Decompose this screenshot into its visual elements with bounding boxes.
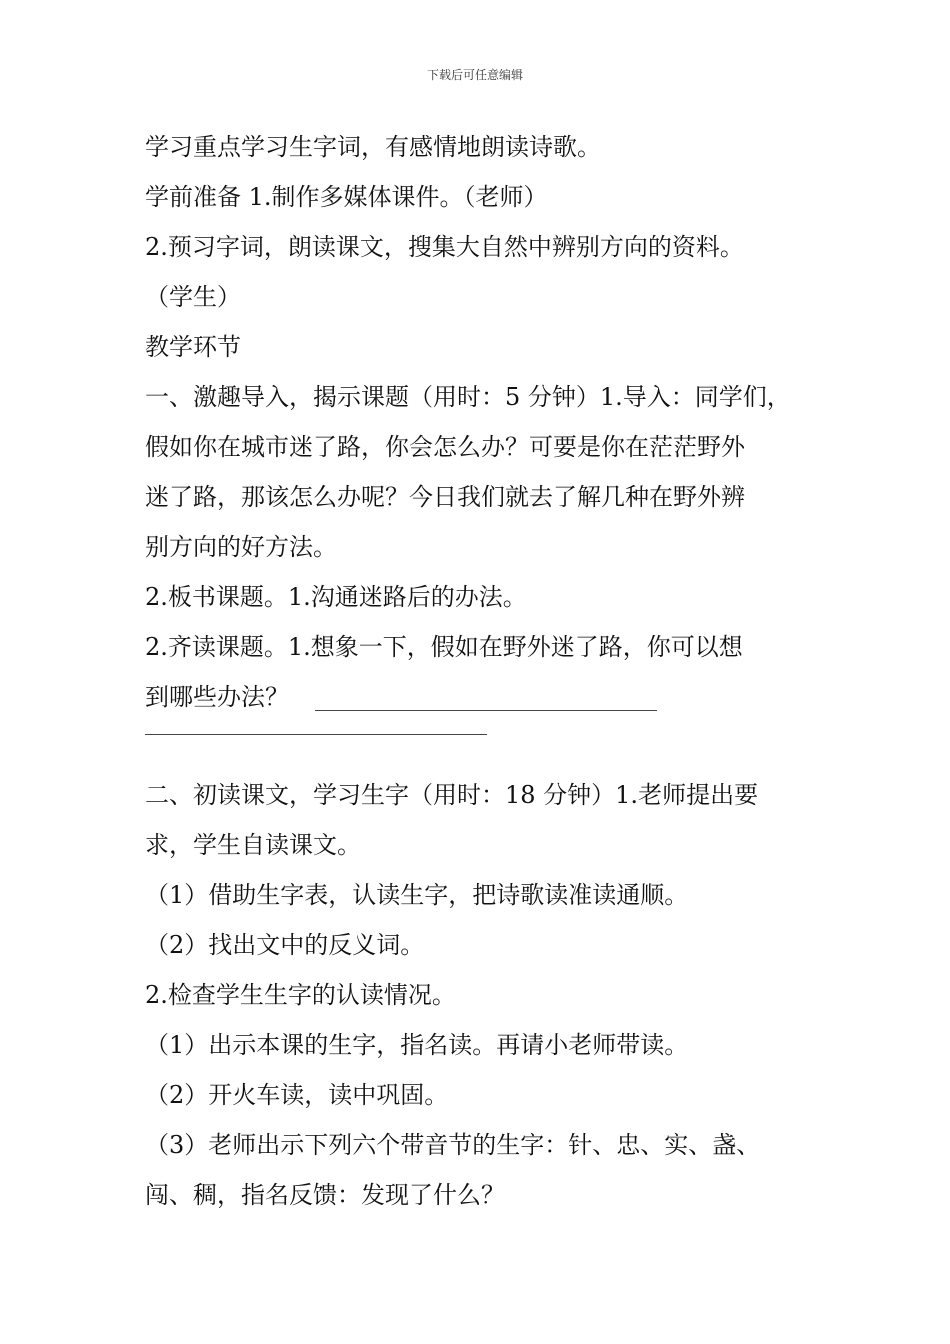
text-line: （2）找出文中的反义词。 (145, 931, 425, 959)
text-line: 一、激趣导入，揭示课题（用时：5 分钟）1.导入：同学们， (145, 383, 791, 411)
text-line: 闯、稠，指名反馈：发现了什么？ (145, 1181, 505, 1209)
answer-blank (315, 686, 657, 711)
text-line: （1）出示本课的生字，指名读。再请小老师带读。 (145, 1031, 689, 1059)
text-line: 2.预习字词，朗读课文，搜集大自然中辨别方向的资料。 (145, 233, 744, 261)
text-line-with-blank (145, 672, 825, 722)
text-line: （1）借助生字表，认读生字，把诗歌读准读通顺。 (145, 881, 689, 909)
text-line: （2）开火车读，读中巩固。 (145, 1081, 449, 1109)
text-line: 2.齐读课题。1.想象一下，假如在野外迷了路，你可以想 (145, 633, 743, 661)
text-line: （学生） (145, 283, 241, 311)
text-line: 迷了路，那该怎么办呢？今日我们就去了解几种在野外辨 (145, 483, 745, 511)
question-text: 到哪些办法？ (145, 683, 289, 711)
text-line: 二、初读课文，学习生字（用时：18 分钟）1.老师提出要 (145, 781, 759, 809)
text-line: （3）老师出示下列六个带音节的生字：针、忠、实、盏、 (145, 1131, 761, 1159)
text-line: 学前准备 1.制作多媒体课件。（老师） (145, 183, 548, 211)
page-header-note: 下载后可任意编辑 (426, 68, 523, 82)
text-line: 别方向的好方法。 (145, 533, 337, 561)
answer-blank-row (145, 722, 825, 770)
document-body (145, 122, 825, 1220)
text-line: 学习重点学习生字词，有感情地朗读诗歌。 (145, 133, 601, 161)
answer-blank (145, 734, 487, 735)
text-line: 假如你在城市迷了路，你会怎么办？可要是你在茫茫野外 (145, 433, 745, 461)
text-line: 2.检查学生生字的认读情况。 (145, 981, 456, 1009)
text-line: 2.板书课题。1.沟通迷路后的办法。 (145, 583, 527, 611)
section-heading: 教学环节 (145, 333, 241, 361)
text-line: 求，学生自读课文。 (145, 831, 361, 859)
